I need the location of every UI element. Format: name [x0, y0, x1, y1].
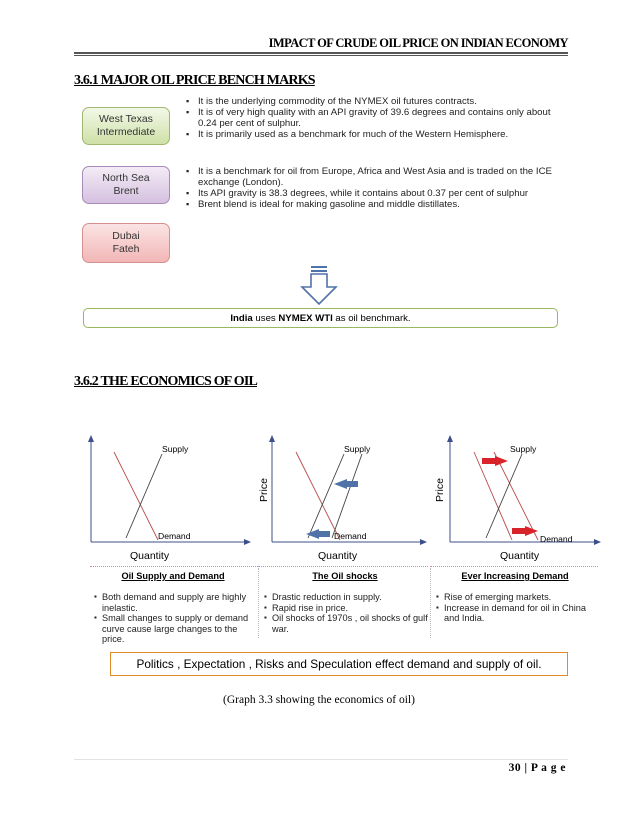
section-title-economics: 3.6.2 THE ECONOMICS OF OIL: [74, 374, 258, 389]
list-item: ▪ Both demand and supply are highly inelastic.: [94, 592, 256, 613]
right-arrow-icon: [495, 456, 508, 466]
politics-note: Politics , Expectation , Risks and Speculation effect demand and supply of oil.: [110, 652, 568, 676]
benchmark-box-wti: [82, 107, 170, 145]
list-item: ▪ Small changes to supply or demand curve cause large changes to the price.: [94, 613, 256, 645]
y-axis-arrow-icon: [447, 435, 453, 442]
supply-curve: [126, 454, 162, 538]
y-axis-label: Price: [258, 478, 270, 502]
y-axis-label: Price: [434, 478, 446, 502]
list-item: ▪ It is primarily used as a benchmark for much of the Western Hemisphere.: [186, 129, 556, 140]
supply-curve: [486, 454, 522, 538]
benchmark-name: Brent: [113, 185, 139, 197]
supply-demand-chart-1: [82, 432, 252, 564]
column-rule: [90, 566, 258, 567]
list-item: ▪ Rapid rise in price.: [264, 603, 428, 614]
x-axis-arrow-icon: [244, 539, 251, 545]
benchmark-name: North Sea: [102, 172, 150, 185]
list-item: ▪ Its API gravity is 38.3 degrees, while it contains about 0.37 per cent of sulphur: [186, 188, 556, 199]
demand-points: [436, 592, 598, 624]
x-axis-label: Quantity: [318, 550, 358, 562]
conclusion-country: India: [230, 312, 253, 324]
column-rule: [430, 566, 598, 567]
x-axis-arrow-icon: [594, 539, 601, 545]
down-arrow-icon: [300, 265, 340, 307]
demand-curve: [114, 452, 158, 540]
brent-bullets: [186, 166, 556, 210]
supply-label: Supply: [510, 444, 537, 454]
list-item: ▪ Brent blend is ideal for making gasoline and middle distillates.: [186, 199, 556, 210]
page-header: IMPACT OF CRUDE OIL PRICE ON INDIAN ECONOMY: [268, 36, 568, 50]
benchmark-conclusion: [83, 308, 558, 328]
footer-rule: [74, 759, 568, 760]
conclusion-text-end: as oil benchmark.: [332, 312, 411, 324]
x-axis-label: Quantity: [130, 550, 170, 562]
benchmark-box-brent: [82, 166, 170, 204]
figure-caption: (Graph 3.3 showing the economics of oil): [223, 694, 415, 706]
y-axis-arrow-icon: [269, 435, 275, 442]
left-arrow-shaft: [346, 481, 358, 487]
y-axis-arrow-icon: [88, 435, 94, 442]
left-arrow-icon: [334, 479, 347, 489]
supply-label: Supply: [162, 444, 189, 454]
right-arrow-shaft: [482, 458, 496, 464]
demand-curve: [474, 452, 512, 540]
wti-bullets: [186, 96, 556, 140]
conclusion-benchmark: NYMEX WTI: [278, 312, 333, 324]
right-arrow-shaft: [512, 528, 526, 534]
demand-curve-shifted: [494, 452, 538, 540]
column-title-supply-demand: Oil Supply and Demand: [121, 571, 225, 581]
benchmark-name: Fateh: [112, 243, 140, 255]
header-rule-thin: [74, 55, 568, 56]
list-item: ▪ Rise of emerging markets.: [436, 592, 598, 603]
demand-curve: [296, 452, 340, 540]
supply-demand-points: [94, 592, 256, 645]
benchmark-name: Dubai: [112, 230, 140, 243]
list-item: ▪ It is of very high quality with an API gravity of 39.6 degrees and contains only about 0.24 per cent of sulphur.: [186, 107, 556, 129]
column-divider: [258, 568, 259, 638]
section-title-benchmarks: 3.6.1 MAJOR OIL PRICE BENCH MARKS: [74, 73, 315, 88]
list-item: ▪ Increase in demand for oil in China and India.: [436, 603, 598, 624]
supply-curve: [308, 454, 344, 538]
list-item: ▪ Oil shocks of 1970s , oil shocks of gulf war.: [264, 613, 428, 634]
supply-curve-shifted: [332, 454, 362, 538]
supply-label: Supply: [344, 444, 371, 454]
left-arrow-shaft: [318, 531, 330, 537]
supply-demand-chart-3: [428, 432, 604, 564]
demand-label: Demand: [540, 534, 573, 544]
x-axis-arrow-icon: [420, 539, 427, 545]
list-item: ▪ It is a benchmark for oil from Europe, Africa and West Asia and is traded on the ICE exchange (London).: [186, 166, 556, 188]
benchmark-box-dubai: [82, 223, 170, 263]
x-axis-label: Quantity: [500, 550, 540, 562]
page-number: 30 | P a g e: [508, 762, 566, 774]
column-divider: [430, 568, 431, 638]
list-item: ▪ It is the underlying commodity of the NYMEX oil futures contracts.: [186, 96, 556, 107]
demand-label: Demand: [158, 531, 191, 541]
column-rule: [258, 566, 428, 567]
benchmark-name: West Texas: [99, 113, 153, 126]
oil-shocks-points: [264, 592, 428, 634]
header-rule: [74, 52, 568, 54]
column-title-oil-shocks: The Oil shocks: [312, 571, 378, 581]
supply-demand-chart-2: [252, 432, 428, 564]
list-item: ▪ Drastic reduction in supply.: [264, 592, 428, 603]
conclusion-text: uses: [252, 312, 279, 324]
column-title-demand: Ever Increasing Demand: [461, 571, 569, 581]
benchmark-name: Intermediate: [96, 126, 156, 138]
demand-label: Demand: [334, 531, 367, 541]
